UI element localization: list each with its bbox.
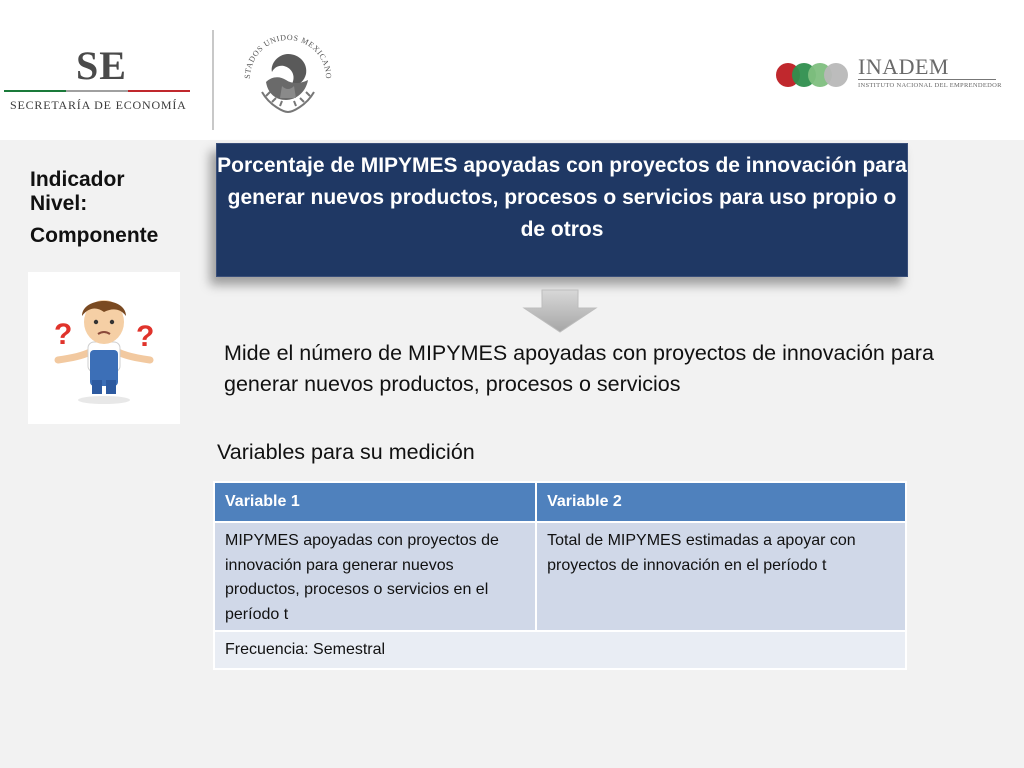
svg-text:?: ? [136,320,155,353]
inadem-logo [774,54,1004,98]
variable-2-header: Variable 2 [536,482,906,522]
variables-heading: Variables para su medición [217,440,475,464]
variable-1-description: MIPYMES apoyadas con proyectos de innovación para generar nuevos productos, procesos o servicios en el período t [214,522,536,631]
frequency-cell: Frecuencia: Semestral [214,631,906,669]
indicator-line-1: Indicador [30,168,125,191]
header-bar [0,0,1024,140]
header-divider [212,30,214,130]
variable-1-header: Variable 1 [214,482,536,522]
se-logo [0,40,200,120]
indicator-title-box [216,143,908,277]
se-green-line [4,90,66,92]
se-logo-text: SE [76,43,127,88]
indicator-line-3: Componente [30,224,159,247]
inadem-circles-icon [774,60,854,90]
indicator-level-label [30,168,158,248]
indicator-description: Mide el número de MIPYMES apoyadas con proyectos de innovación para generar nuevos productos, procesos o servicios [224,341,934,396]
inadem-full-name: INSTITUTO NACIONAL DEL EMPRENDEDOR [858,82,1002,89]
inadem-name: INADEM [858,54,949,79]
table-row [214,631,906,669]
variable-2-description: Total de MIPYMES estimadas a apoyar con proyectos de innovación en el período t [536,522,906,631]
confused-person-icon [28,272,180,424]
se-gray-line [66,90,128,92]
down-arrow-icon [520,288,600,334]
se-logo-subtitle: SECRETARÍA DE ECONOMÍA [10,98,187,112]
indicator-title: Porcentaje de MIPYMES apoyadas con proyectos de innovación para generar nuevos productos, procesos o servicios para uso propio o de otros [217,154,907,241]
variables-table [213,481,907,670]
table-row [214,522,906,631]
se-red-line [128,90,190,92]
svg-text:?: ? [54,318,73,351]
seal-text: STADOS UNIDOS MEXICANO [242,32,334,80]
indicator-line-2: Nivel: [30,192,88,215]
table-header-row [214,482,906,522]
mexican-coat-of-arms-icon [236,26,340,126]
inadem-rule [858,79,996,80]
